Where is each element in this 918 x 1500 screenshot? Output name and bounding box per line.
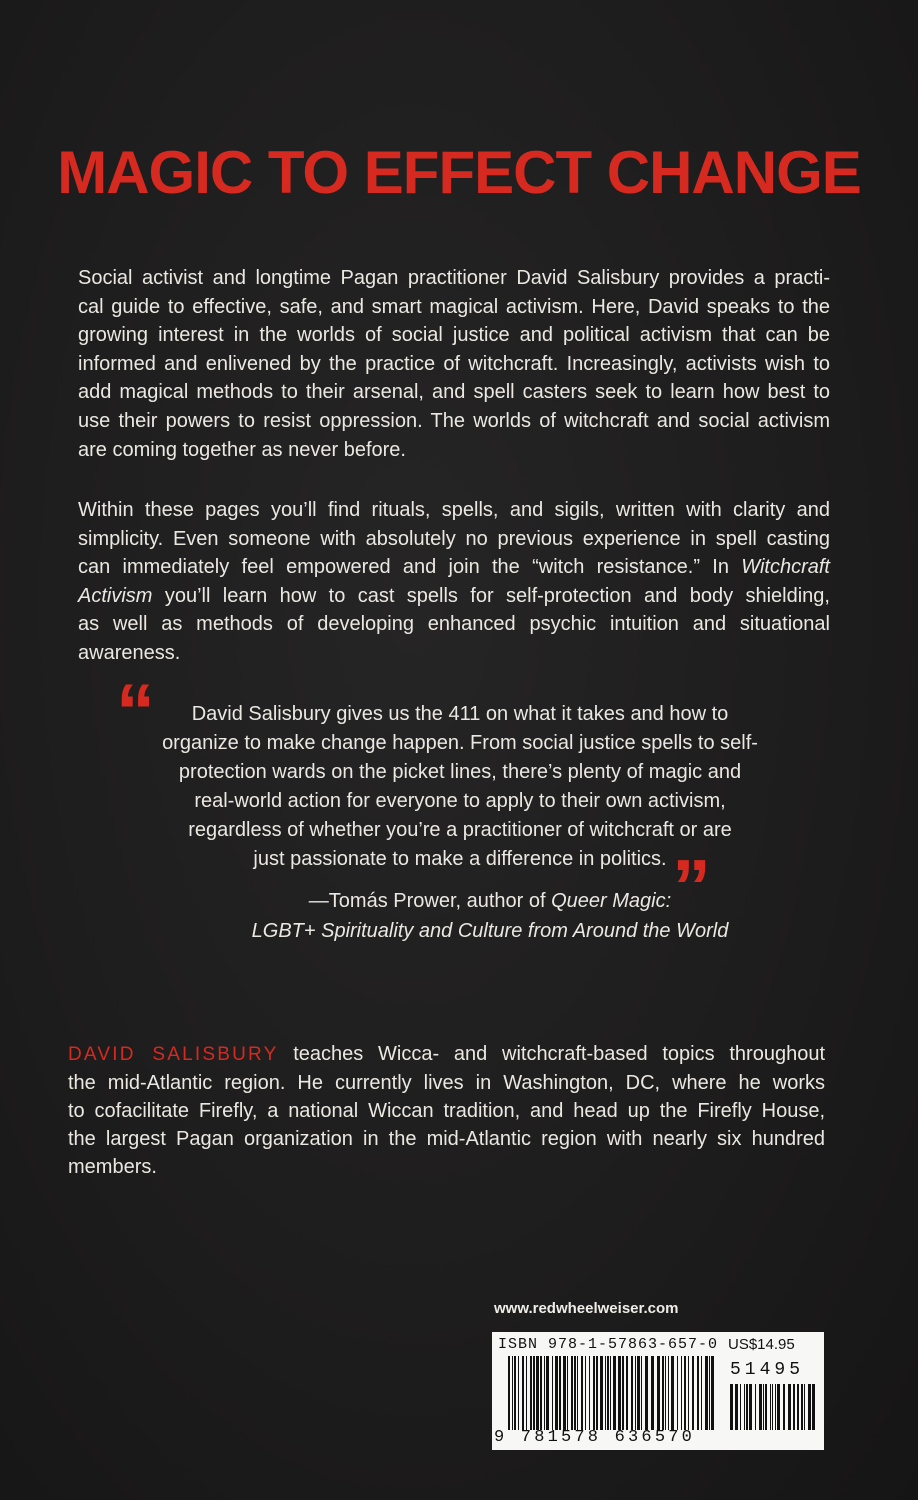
barcode-bar bbox=[631, 1356, 633, 1430]
quote-line: organize to make change happen. From social justice spells to self- bbox=[162, 732, 758, 754]
barcode-bar bbox=[777, 1384, 780, 1430]
paragraph-line: informed and enlivened by the practice of witchcraft. Increasingly, activists wish to bbox=[78, 352, 830, 375]
publisher-website: www.redwheelweiser.com bbox=[494, 1300, 679, 1317]
paragraph-line: Within these pages you’ll find rituals, spells, and sigils, written with clarity and bbox=[78, 499, 830, 521]
paragraph-line: growing interest in the worlds of social justice and political activism that can be bbox=[78, 324, 830, 347]
description-paragraph-2 bbox=[78, 496, 830, 668]
paragraph-line: Social activist and longtime Pagan practitioner David Salisbury provides a practi- bbox=[78, 267, 830, 289]
isbn-barcode-icon bbox=[508, 1356, 718, 1430]
barcode-bar bbox=[657, 1356, 660, 1430]
barcode-bar bbox=[740, 1384, 741, 1430]
barcode-bar bbox=[514, 1356, 516, 1430]
barcode-bar bbox=[618, 1356, 621, 1430]
barcode-bar bbox=[701, 1356, 702, 1430]
barcode-bar bbox=[607, 1356, 609, 1430]
barcode-bar bbox=[600, 1356, 603, 1430]
close-quote-icon: ” bbox=[672, 843, 711, 931]
quote-line: real-world action for everyone to apply to their own activism, bbox=[194, 790, 726, 812]
open-quote-icon: “ bbox=[116, 667, 155, 755]
barcode-label bbox=[492, 1332, 824, 1450]
barcode-bar bbox=[775, 1384, 776, 1430]
barcode-bar bbox=[540, 1356, 542, 1430]
book-title-italic: Witchcraft bbox=[741, 556, 830, 579]
barcode-bar bbox=[581, 1356, 583, 1430]
endorsement-quote bbox=[100, 700, 820, 874]
barcode-bar bbox=[536, 1356, 539, 1430]
barcode-bar bbox=[577, 1356, 578, 1430]
barcode-bar bbox=[793, 1384, 795, 1430]
bio-line: the largest Pagan organization in the mid-Atlantic region with nearly six hundred bbox=[68, 1128, 825, 1150]
barcode-bar bbox=[559, 1356, 561, 1430]
barcode-bar bbox=[765, 1384, 767, 1430]
barcode-bar bbox=[749, 1384, 752, 1430]
paragraph-line: use their powers to resist oppression. The worlds of witchcraft and social activism bbox=[78, 409, 830, 432]
quote-line: just passionate to make a difference in politics. bbox=[253, 848, 667, 870]
barcode-bar bbox=[593, 1356, 595, 1430]
paragraph-text: can immediately feel empowered and join the “witch resistance.” In bbox=[78, 556, 742, 579]
paragraph-text: you’ll learn how to cast spells for self-protection and body shielding, bbox=[152, 584, 830, 607]
barcode-bar bbox=[533, 1356, 535, 1430]
barcode-bar bbox=[759, 1384, 762, 1430]
barcode-bar bbox=[692, 1356, 694, 1430]
barcode-bar bbox=[635, 1356, 636, 1430]
headline: MAGIC TO EFFECT CHANGE bbox=[57, 139, 861, 206]
price: US$14.95 bbox=[728, 1336, 795, 1353]
barcode-bar bbox=[788, 1384, 791, 1430]
barcode-bar bbox=[613, 1356, 616, 1430]
barcode-bar bbox=[589, 1356, 590, 1430]
attribution-book-subtitle: LGBT+ Spirituality and Culture from Around the World bbox=[251, 920, 729, 942]
book-title-italic: Activism bbox=[78, 584, 153, 607]
barcode-bar bbox=[808, 1384, 811, 1430]
barcode-bar bbox=[567, 1356, 568, 1430]
barcode-bar bbox=[746, 1384, 748, 1430]
author-name: DAVID SALISBURY bbox=[68, 1044, 279, 1065]
barcode-bar bbox=[508, 1356, 510, 1430]
isbn-number: ISBN 978-1-57863-657-0 bbox=[498, 1336, 719, 1353]
barcode-digits: 9 781578 636570 bbox=[494, 1428, 696, 1447]
barcode-bar bbox=[763, 1384, 764, 1430]
bio-line: members. bbox=[68, 1156, 157, 1178]
barcode-bar bbox=[671, 1356, 674, 1430]
attribution-book-title: Queer Magic: bbox=[551, 890, 672, 912]
barcode-bar bbox=[546, 1356, 549, 1430]
barcode-bar bbox=[522, 1356, 524, 1430]
description-paragraph-1 bbox=[78, 264, 830, 464]
quote-attribution bbox=[140, 886, 840, 946]
barcode-bar bbox=[665, 1356, 666, 1430]
price-barcode-icon bbox=[730, 1384, 818, 1430]
paragraph-line: simplicity. Even someone with absolutely no previous experience in spell casting bbox=[78, 527, 830, 550]
paragraph-line: add magical methods to their arsenal, and spell casters seek to learn how best to bbox=[78, 381, 830, 404]
barcode-bar bbox=[530, 1356, 532, 1430]
barcode-bar bbox=[772, 1384, 773, 1430]
barcode-bar bbox=[563, 1356, 566, 1430]
bio-text: teaches Wicca- and witchcraft-based topics throughout bbox=[278, 1043, 826, 1065]
barcode-bar bbox=[770, 1384, 771, 1430]
barcode-bar bbox=[804, 1384, 805, 1430]
quote-line: David Salisbury gives us the 411 on what it takes and how to bbox=[191, 703, 729, 725]
barcode-bar bbox=[730, 1384, 733, 1430]
barcode-bar bbox=[626, 1356, 628, 1430]
barcode-bar bbox=[605, 1356, 606, 1430]
quote-line: regardless of whether you’re a practitioner of witchcraft or are bbox=[188, 819, 732, 841]
paragraph-line bbox=[78, 582, 830, 611]
barcode-bar bbox=[526, 1356, 527, 1430]
paragraph-line: as well as methods of developing enhanced psychic intuition and situational bbox=[78, 613, 830, 636]
barcode-bar bbox=[662, 1356, 664, 1430]
barcode-bar bbox=[641, 1356, 642, 1430]
barcode-bar bbox=[512, 1356, 513, 1430]
barcode-bar bbox=[555, 1356, 558, 1430]
barcode-bar bbox=[645, 1356, 648, 1430]
barcode-bar bbox=[709, 1356, 710, 1430]
price-code: 51495 bbox=[730, 1360, 805, 1380]
barcode-bar bbox=[783, 1384, 785, 1430]
bio-line: to cofacilitate Firefly, a national Wiccan tradition, and head up the Firefly House, bbox=[68, 1100, 825, 1122]
barcode-bar bbox=[801, 1384, 803, 1430]
barcode-bar bbox=[571, 1356, 573, 1430]
barcode-bar bbox=[637, 1356, 640, 1430]
barcode-bar bbox=[651, 1356, 654, 1430]
quote-line: protection wards on the picket lines, there’s plenty of magic and bbox=[178, 761, 742, 783]
barcode-bar bbox=[610, 1356, 611, 1430]
barcode-bar bbox=[622, 1356, 624, 1430]
barcode-bar bbox=[705, 1356, 708, 1430]
barcode-bar bbox=[544, 1356, 545, 1430]
paragraph-line: cal guide to effective, safe, and smart magical activism. Here, David speaks to the bbox=[78, 295, 830, 318]
paragraph-line bbox=[78, 553, 830, 582]
barcode-bar bbox=[668, 1356, 669, 1430]
barcode-bar bbox=[735, 1384, 738, 1430]
paragraph-line: awareness. bbox=[78, 641, 181, 664]
barcode-bar bbox=[797, 1384, 799, 1430]
barcode-bar bbox=[697, 1356, 699, 1430]
barcode-bar bbox=[684, 1356, 686, 1430]
barcode-bar bbox=[552, 1356, 553, 1430]
barcode-bar bbox=[585, 1356, 586, 1430]
barcode-bar bbox=[681, 1356, 682, 1430]
barcode-bar bbox=[596, 1356, 598, 1430]
attribution-author: —Tomás Prower, author of bbox=[308, 890, 552, 912]
barcode-bar bbox=[812, 1384, 815, 1430]
barcode-bar bbox=[688, 1356, 689, 1430]
barcode-bar bbox=[677, 1356, 678, 1430]
barcode-bar bbox=[574, 1356, 576, 1430]
author-bio bbox=[68, 1040, 825, 1181]
attribution-line bbox=[140, 916, 840, 946]
bio-line bbox=[68, 1040, 825, 1069]
barcode-bar bbox=[755, 1384, 756, 1430]
barcode-bar bbox=[711, 1356, 714, 1430]
barcode-bar bbox=[518, 1356, 519, 1430]
barcode-bar bbox=[744, 1384, 745, 1430]
attribution-line bbox=[140, 886, 840, 916]
bio-line: the mid-Atlantic region. He currently lives in Washington, DC, where he works bbox=[68, 1072, 825, 1094]
paragraph-line: are coming together as never before. bbox=[78, 438, 406, 461]
